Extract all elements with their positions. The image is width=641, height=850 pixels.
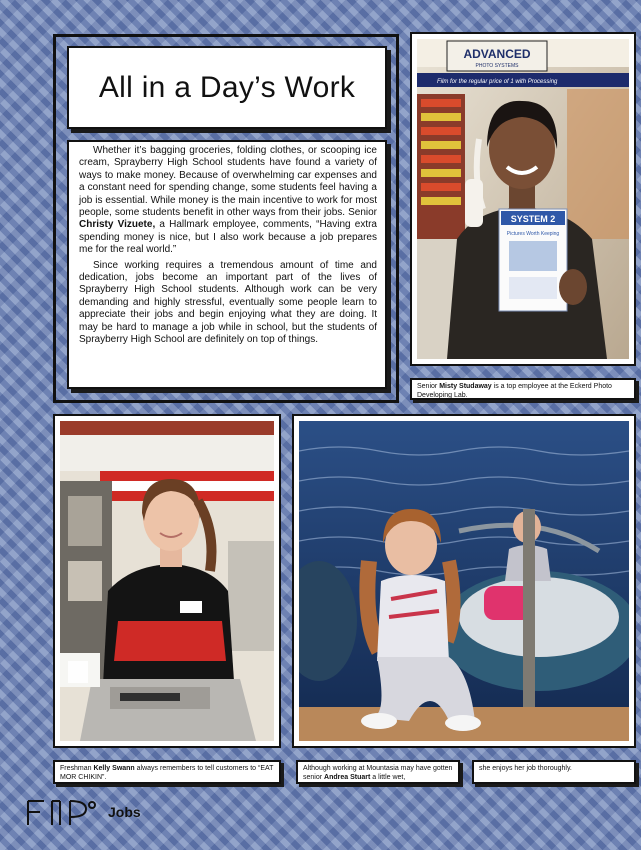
photo-kelly-swann [53,414,281,748]
highlighted-name: Christy Vizuete, [79,219,156,231]
caption-andrea-continued: she enjoys her job thoroughly. [472,760,636,784]
cash-register [80,679,256,741]
svg-text:Film for the regular price of: Film for the regular price of 1 with Processing [437,79,558,85]
photo-lab-scene [417,39,629,359]
bumper-boat-scene [299,421,629,741]
photo-image [299,421,629,741]
caption-kelly: Freshman Kelly Swann always remembers to tell customers to “EAT MOR CHIKIN”. [53,760,281,784]
article-paragraph-2: Since working requires a tremendous amount of time and dedication, jobs become an important part of the lives of Sprayberry High School students. Although work can be very demanding and highly stressful, eventually some people learn to appreciate their jobs and begin enjoying what they are doing. It may be hard to manage a job while in school, but the students of Sprayberry High School are definitely on top of things. [79,259,377,346]
brochure [499,209,567,311]
photo-misty-studaway [410,32,636,366]
article-paragraph-1: Whether it’s bagging groceries, folding clothes, or scooping ice cream, Sprayberry High School students have found a variety of ways to make money. Because of overwhelming car expenses and a constant need for spending change, some students feel having a job is essential. While money is the main incentive to work for most people, some students benefit in other ways from their jobs. Senior Christy Vizuete, a Hallmark employee, comments, “Having extra spending money is nice, but I also work because a job prepares me for the real world.” [79,145,377,256]
svg-text:ADVANCED: ADVANCED [463,47,531,61]
article-title-box [67,46,387,129]
restaurant-scene [60,421,274,741]
store-sign [447,41,547,71]
film-rack [417,94,465,244]
page-folio [22,797,182,827]
svg-text:Pictures Worth Keeping: Pictures Worth Keeping [506,231,560,237]
section-label: Jobs [108,804,141,820]
svg-text:SYSTEM 2: SYSTEM 2 [510,214,556,224]
photo-image [60,421,274,741]
caption-andrea: Although working at Mountasia may have gotten senior Andrea Stuart a little wet, [296,760,460,784]
article-title: All in a Day’s Work [98,70,356,104]
svg-text:PHOTO SYSTEMS: PHOTO SYSTEMS [475,63,519,69]
article-body [67,140,387,389]
photo-image [417,39,629,359]
yearbook-logo-icon [22,797,100,827]
caption-misty: Senior Misty Studaway is a top employee at the Eckerd Photo Developing Lab. [410,378,636,400]
photo-andrea-stuart [292,414,636,748]
